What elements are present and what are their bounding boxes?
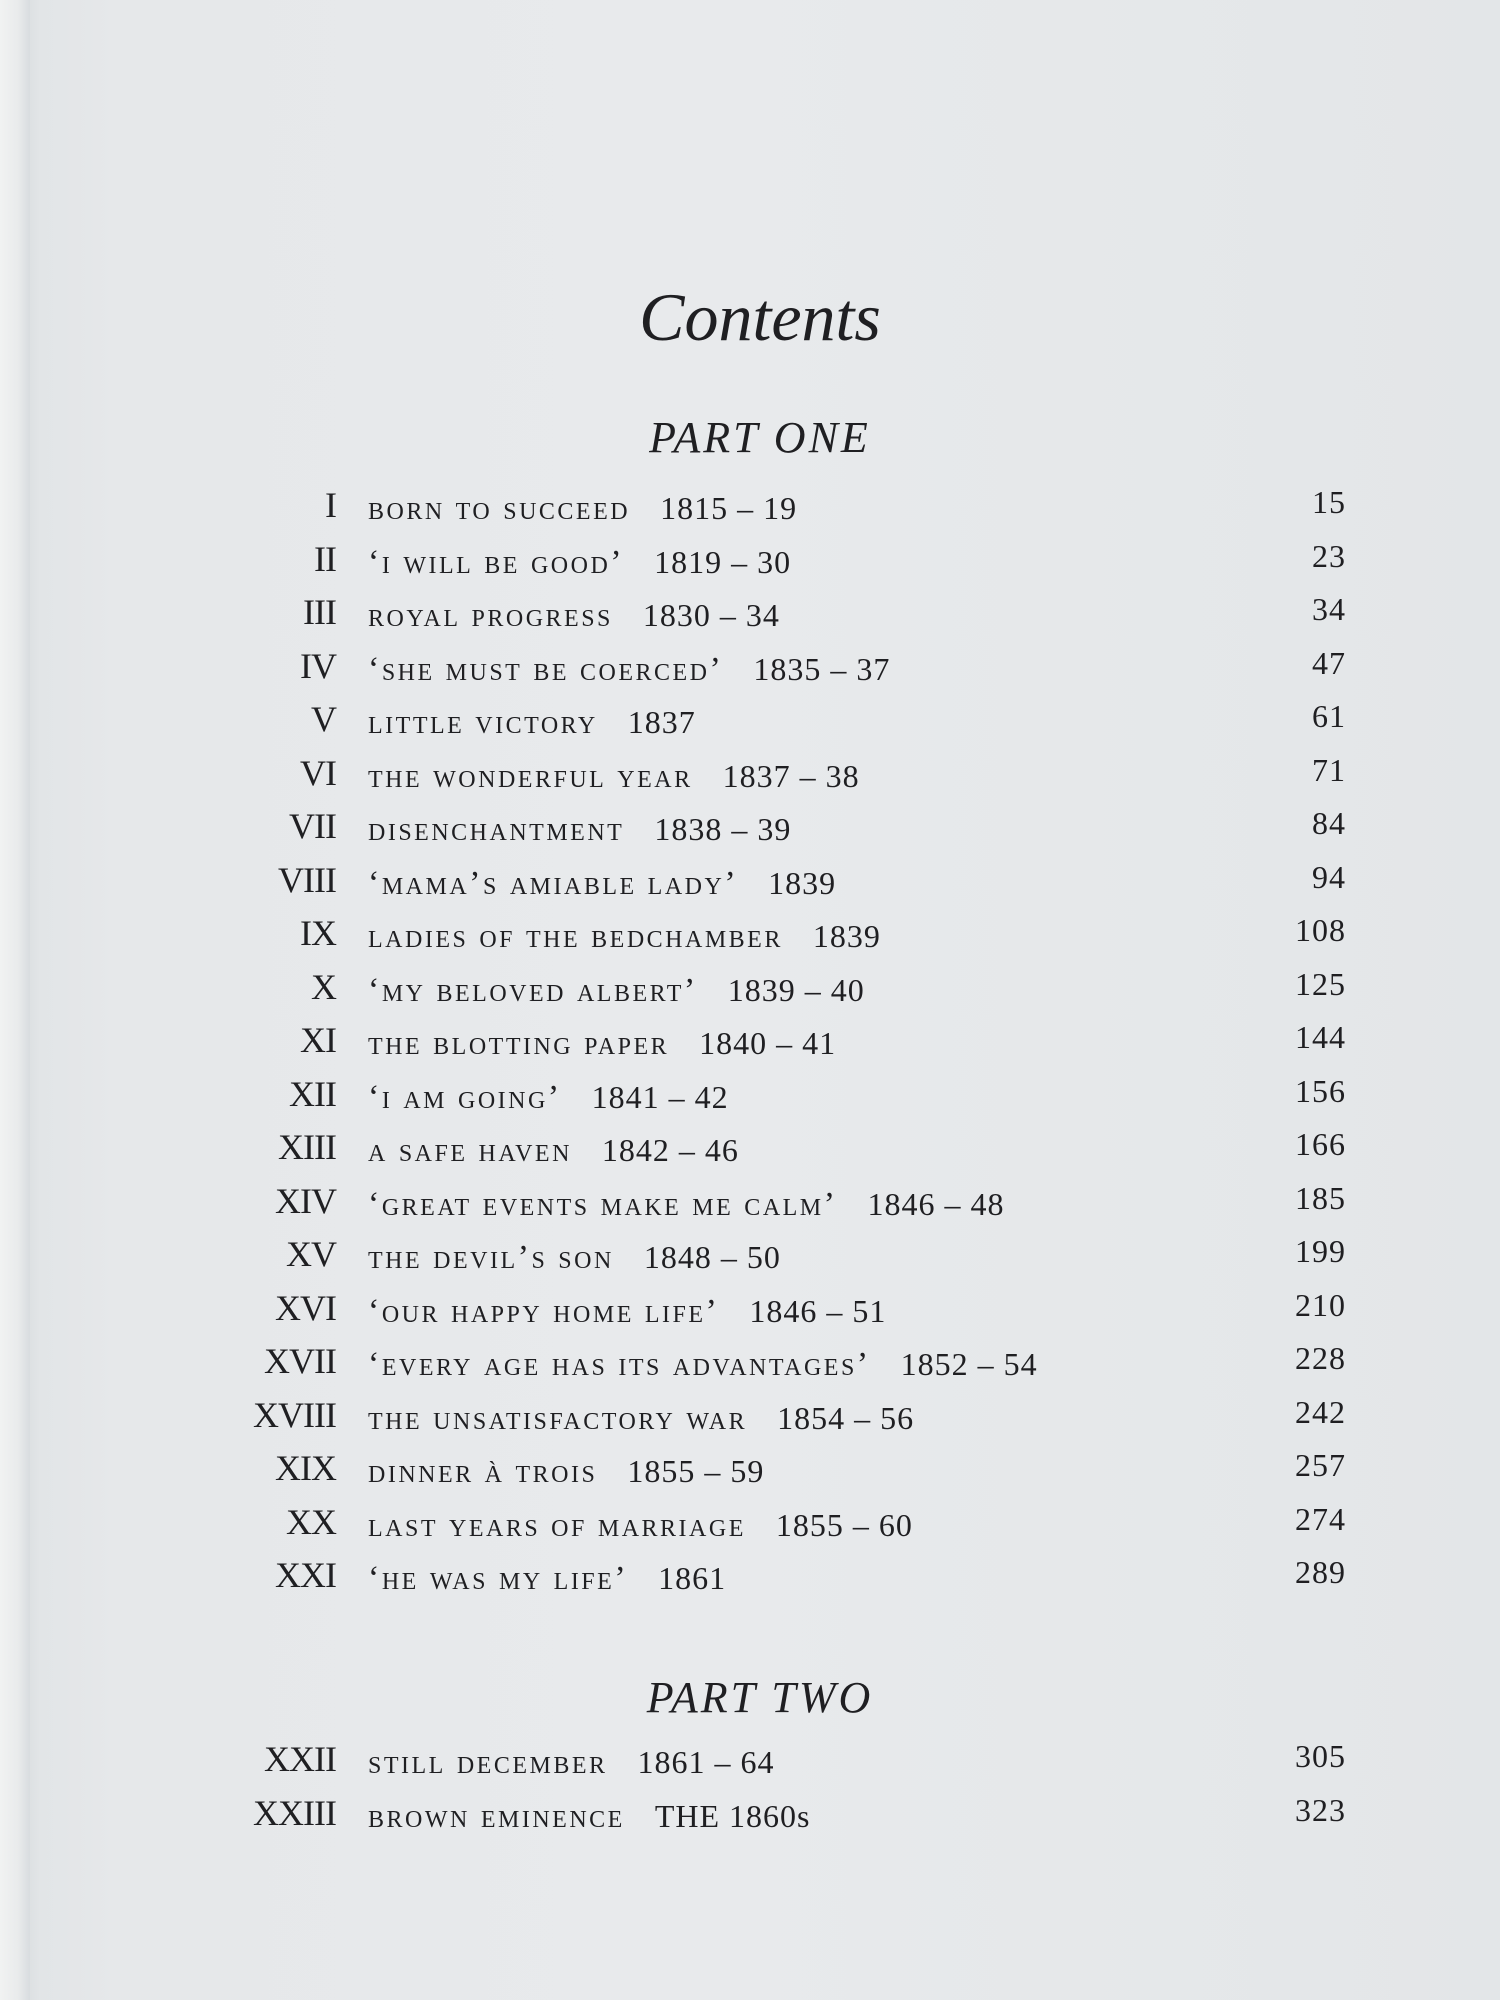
chapter-page-number: 289 [1295, 1554, 1346, 1590]
chapter-entry [368, 1025, 836, 1063]
part-two-heading: PART TWO [646, 1673, 874, 1722]
chapter-dates: 1815 – 19 [660, 490, 798, 526]
chapter-title: little victory [368, 704, 598, 741]
chapter-numeral: XXIII [253, 1793, 336, 1833]
chapter-title: born to succeed [368, 490, 631, 527]
chapter-entry [368, 918, 881, 956]
chapter-entry [368, 865, 836, 903]
chapter-numeral: I [325, 485, 336, 525]
chapter-entry [368, 544, 791, 582]
chapter-title: the wonderful year [368, 757, 693, 795]
chapter-dates: 1838 – 39 [654, 811, 792, 847]
toc-entry [0, 1554, 1500, 1602]
chapter-page-number: 185 [1295, 1179, 1346, 1216]
chapter-page-number: 34 [1312, 591, 1346, 627]
chapter-title: brown eminence [368, 1798, 625, 1835]
chapter-dates: 1855 – 60 [775, 1506, 913, 1543]
chapter-title: ‘our happy home life’ [368, 1292, 720, 1330]
toc-entry [0, 645, 1500, 693]
chapter-dates: 1848 – 50 [643, 1239, 781, 1275]
toc-entry [0, 1126, 1500, 1174]
toc-entry [0, 1792, 1500, 1840]
chapter-dates: 1855 – 59 [627, 1453, 765, 1489]
toc-entry [0, 1394, 1500, 1442]
chapter-page-number: 108 [1295, 912, 1346, 948]
toc-entry [0, 484, 1500, 532]
chapter-numeral: XXI [275, 1555, 336, 1595]
chapter-title: ‘mama’s amiable lady’ [368, 864, 739, 902]
toc-entry [0, 966, 1500, 1014]
chapter-page-number: 47 [1312, 644, 1346, 681]
toc-entry [0, 1019, 1500, 1067]
chapter-numeral: XXII [264, 1739, 336, 1779]
chapter-title: dinner à trois [368, 1453, 598, 1490]
chapter-title: ‘i will be good’ [368, 543, 625, 581]
chapter-numeral: XVIII [253, 1394, 336, 1435]
toc-entry [0, 591, 1500, 639]
toc-entry [0, 912, 1500, 960]
toc-entry [0, 1233, 1500, 1281]
chapter-page-number: 94 [1312, 858, 1346, 895]
chapter-page-number: 210 [1295, 1286, 1346, 1323]
chapter-dates: 1839 [768, 864, 837, 901]
chapter-numeral: VII [289, 806, 336, 846]
chapter-page-number: 125 [1295, 965, 1346, 1002]
chapter-entry [368, 1132, 739, 1170]
chapter-dates: 1837 – 38 [722, 757, 860, 794]
toc-entry [0, 1287, 1500, 1335]
chapter-title: ‘i am going’ [368, 1078, 562, 1116]
chapter-page-number: 305 [1295, 1738, 1346, 1774]
chapter-page-number: 71 [1312, 751, 1346, 788]
chapter-entry [368, 811, 791, 849]
chapter-entry [368, 758, 860, 796]
chapter-dates: 1840 – 41 [699, 1025, 837, 1061]
chapter-numeral: XVI [275, 1287, 336, 1328]
chapter-page-number: 323 [1295, 1792, 1346, 1828]
chapter-page-number: 257 [1295, 1447, 1346, 1483]
chapter-entry [368, 1400, 914, 1438]
chapter-numeral: XIII [278, 1127, 336, 1167]
chapter-entry [368, 651, 890, 689]
chapter-title: ladies of the bedchamber [368, 918, 783, 955]
chapter-title: the unsatisfactory war [368, 1399, 748, 1437]
chapter-dates: 1819 – 30 [654, 543, 792, 580]
toc-entry [0, 859, 1500, 907]
toc-entry [0, 1738, 1500, 1786]
chapter-numeral: IV [300, 645, 336, 686]
chapter-page-number: 242 [1295, 1393, 1346, 1430]
chapter-entry [368, 1744, 775, 1782]
chapter-page-number: 61 [1312, 698, 1346, 734]
chapter-numeral: V [311, 699, 336, 739]
chapter-page-number: 15 [1312, 484, 1346, 520]
chapter-title: ‘my beloved albert’ [368, 971, 698, 1009]
chapter-entry [368, 1560, 726, 1598]
chapter-dates: 1846 – 48 [867, 1185, 1005, 1222]
chapter-numeral: X [311, 966, 336, 1007]
chapter-numeral: XIX [275, 1448, 336, 1488]
chapter-entry [368, 1186, 1004, 1224]
chapter-title: disenchantment [368, 811, 625, 848]
chapter-numeral: XI [300, 1020, 336, 1060]
chapter-numeral: VIII [278, 859, 336, 900]
chapter-title: last years of marriage [368, 1506, 746, 1544]
chapter-dates: 1830 – 34 [642, 597, 780, 633]
chapter-dates: 1842 – 46 [601, 1132, 739, 1168]
toc-entry [0, 752, 1500, 800]
toc-entry [0, 1073, 1500, 1121]
chapter-title: still december [368, 1744, 608, 1781]
chapter-entry [368, 1079, 729, 1117]
toc-entry [0, 1180, 1500, 1228]
chapter-numeral: XV [286, 1234, 336, 1274]
chapter-page-number: 156 [1295, 1072, 1346, 1109]
chapter-entry [368, 1293, 886, 1331]
chapter-page-number: 228 [1295, 1340, 1346, 1376]
chapter-dates: 1854 – 56 [777, 1399, 915, 1436]
toc-entry [0, 538, 1500, 586]
chapter-page-number: 84 [1312, 805, 1346, 841]
chapter-numeral: VI [300, 752, 336, 793]
chapter-entry [368, 1798, 810, 1836]
chapter-title: the devil’s son [368, 1239, 614, 1276]
chapter-title: ‘every age has its advantages’ [368, 1346, 871, 1383]
chapter-title: ‘he was my life’ [368, 1560, 629, 1597]
chapter-dates: 1837 [627, 704, 696, 740]
chapter-title: ‘she must be coerced’ [368, 650, 724, 688]
chapter-entry [368, 597, 780, 635]
chapter-page-number: 274 [1295, 1500, 1346, 1537]
chapter-title: the blotting paper [368, 1025, 670, 1062]
chapter-entry [368, 1507, 913, 1545]
chapter-page-number: 199 [1295, 1233, 1346, 1269]
chapter-page-number: 144 [1295, 1019, 1346, 1055]
toc-entry [0, 805, 1500, 853]
chapter-numeral: III [303, 592, 336, 632]
part-one-heading: PART ONE [649, 413, 871, 462]
chapter-dates: THE 1860s [654, 1798, 811, 1834]
chapter-dates: 1839 – 40 [727, 971, 865, 1008]
chapter-dates: 1835 – 37 [753, 650, 891, 687]
chapter-page-number: 23 [1312, 537, 1346, 574]
chapter-numeral: XVII [264, 1341, 336, 1381]
chapter-dates: 1841 – 42 [591, 1078, 729, 1115]
chapter-entry [368, 1346, 1038, 1384]
toc-entry [0, 1447, 1500, 1495]
toc-entry [0, 1340, 1500, 1388]
chapter-title: ‘great events make me calm’ [368, 1185, 838, 1223]
chapter-dates: 1846 – 51 [749, 1292, 887, 1329]
chapter-entry [368, 1239, 781, 1277]
chapter-numeral: XII [289, 1073, 336, 1114]
chapter-numeral: IX [300, 913, 336, 953]
chapter-numeral: XX [286, 1501, 336, 1542]
chapter-numeral: II [314, 538, 336, 579]
chapter-dates: 1861 [658, 1560, 727, 1596]
chapter-numeral: XIV [275, 1180, 336, 1221]
chapter-dates: 1839 [812, 918, 881, 954]
contents-title: Contents [639, 279, 881, 355]
chapter-entry [368, 1453, 764, 1491]
chapter-entry [368, 490, 797, 528]
chapter-dates: 1852 – 54 [900, 1346, 1038, 1382]
chapter-dates: 1861 – 64 [637, 1744, 775, 1780]
toc-entry [0, 698, 1500, 746]
chapter-entry [368, 972, 865, 1010]
chapter-title: a safe haven [368, 1132, 572, 1169]
toc-entry [0, 1501, 1500, 1549]
chapter-title: royal progress [368, 597, 613, 634]
chapter-page-number: 166 [1295, 1126, 1346, 1162]
chapter-entry [368, 704, 696, 742]
